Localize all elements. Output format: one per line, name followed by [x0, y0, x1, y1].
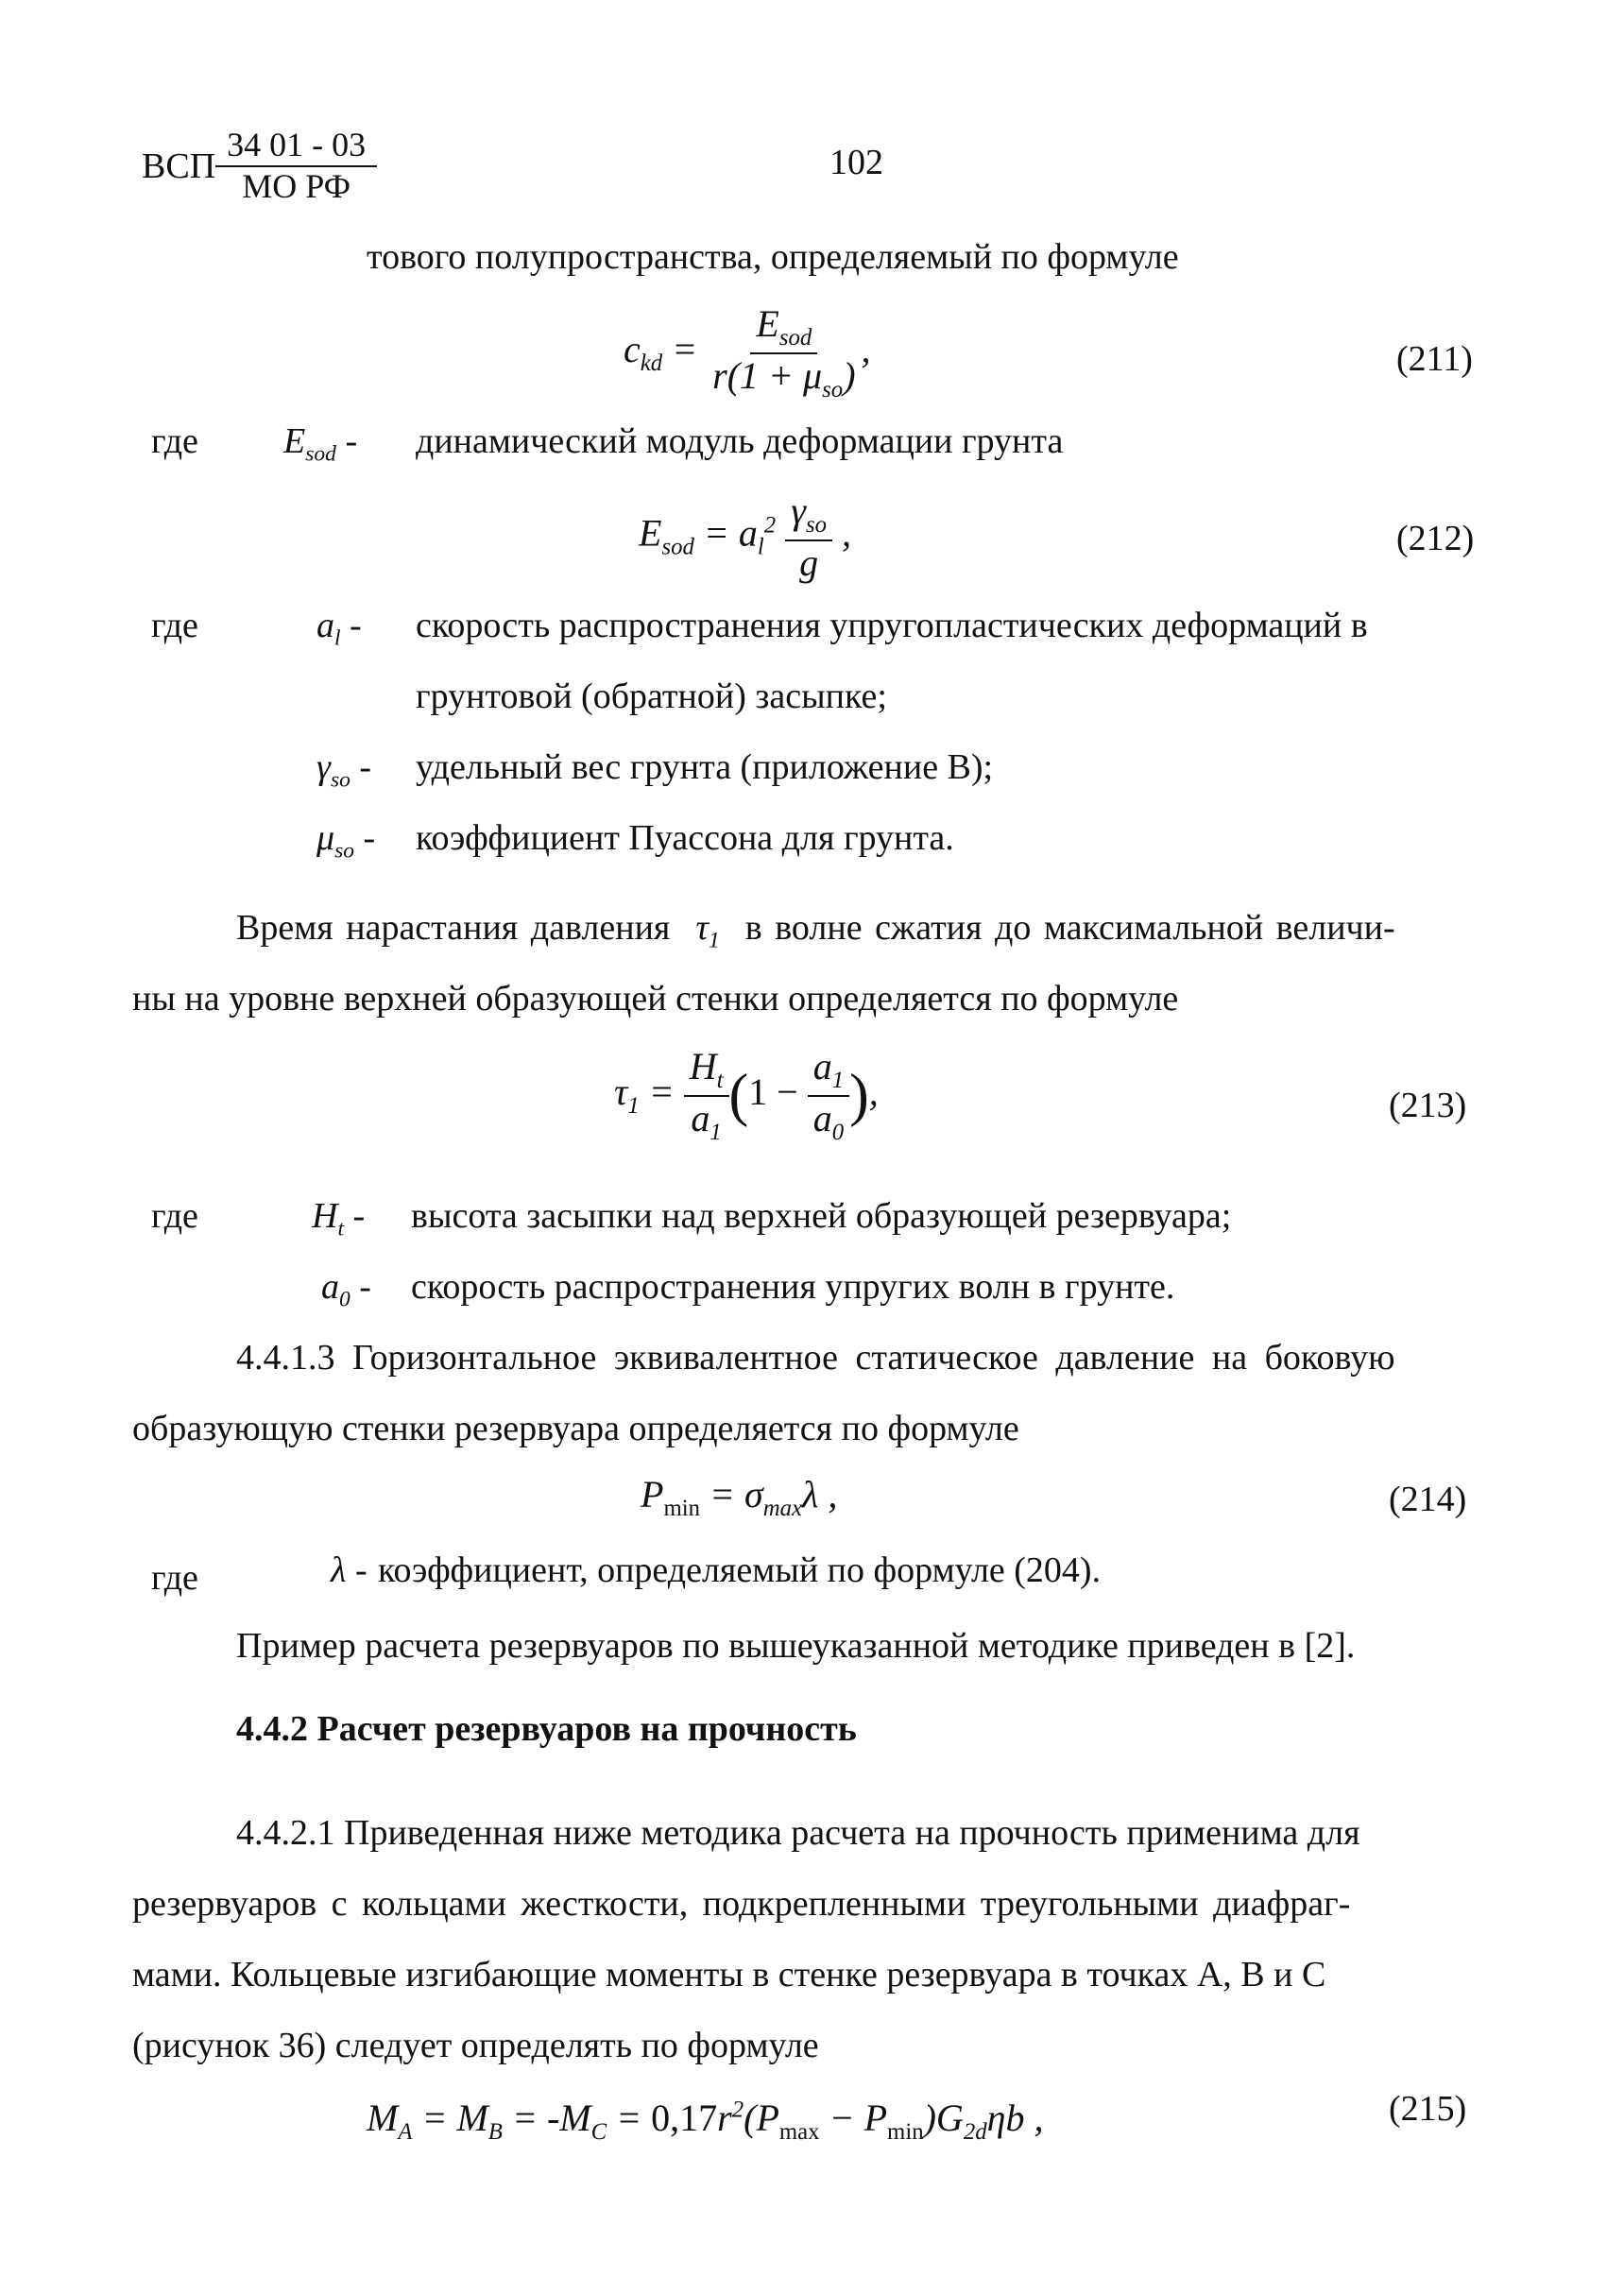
paragraph-text: Время нарастания давления	[236, 908, 671, 948]
formula-213: $\tau_1$ = $\frac{H_t}{a_1}$ (1 − $\frac{a_1}{a_0}$ ),	[614, 1045, 879, 1146]
formula-212-fraction: $\frac{\gamma_{so}}{g}$	[785, 491, 832, 583]
text-line: тового полупространства, определяемый по формуле	[367, 237, 1179, 277]
definition-text: динамический модуль деформации грунта	[416, 421, 1064, 461]
formula-211: $c_{kd}$ = $\frac{E_{sod}}{r(1 + \mu_{so})}$ ,	[624, 302, 871, 403]
section-heading: 4.4.2 Расчет резервуаров на прочность	[236, 1709, 857, 1749]
paragraph-line: (рисунок 36) следует определять по формуле	[132, 2026, 819, 2065]
formula-213-inner-fraction: $\frac{a_1}{a_0}$	[808, 1047, 849, 1145]
equation-number: (214)	[1389, 1480, 1467, 1519]
paragraph-line: резервуаров с кольцами жесткости, подкрепленными треугольными диафраг-	[132, 1884, 1351, 1924]
where-label: где	[151, 606, 198, 645]
paragraph-text: в волне сжатия до максимальной величи-	[744, 908, 1395, 948]
symbol-ht: $H_t$ -	[312, 1196, 366, 1241]
header-code-bottom: МО РФ	[242, 166, 351, 205]
formula-215: $M_A = M_B = -M_C = 0,17r^2(P_{max} - P_{min})G_{2d}\eta b$ ,	[367, 2097, 1044, 2145]
definition-text: скорость распространения упругопластических деформаций в	[416, 606, 1368, 645]
symbol-mu: $\mu_{so}$ -	[316, 818, 376, 864]
symbol-lambda: λ -	[331, 1550, 368, 1590]
header-prefix: ВСП	[142, 146, 216, 186]
definition-text: коэффициент Пуассона для грунта.	[416, 818, 954, 858]
equation-number: (211)	[1396, 339, 1473, 379]
page-number: 102	[829, 143, 883, 182]
definition-text: коэффициент, определяемый по формуле (204).	[378, 1550, 1102, 1590]
symbol-al: $a_l$ -	[316, 606, 362, 651]
header-code-top: 34 01 - 03	[215, 128, 377, 167]
paragraph-line: мами. Кольцевые изгибающие моменты в стенке резервуара в точках А, В и С	[132, 1955, 1326, 1994]
equation-number: (212)	[1396, 519, 1475, 558]
where-label: где	[151, 1558, 198, 1598]
definition-text: скорость распространения упругих волн в грунте.	[411, 1267, 1175, 1307]
header-code	[142, 128, 377, 205]
paragraph-line	[236, 907, 1395, 962]
paragraph-line: образующую стенки резервуара определяется по формуле	[132, 1409, 1019, 1448]
formula-214: $P_{min} = \sigma_{max}\lambda$ ,	[641, 1473, 838, 1521]
symbol-esod: $E_{sod}$ -	[283, 421, 358, 467]
symbol-a0: $a_0$ -	[321, 1267, 371, 1312]
paragraph-line: 4.4.1.3 Горизонтальное эквивалентное статическое давление на боковую	[236, 1338, 1395, 1378]
where-label: где	[151, 421, 198, 461]
formula-212: $E_{sod} = a_l^2$ $\frac{\gamma_{so}}{g}$ ,	[639, 489, 852, 585]
paragraph-line: 4.4.2.1 Приведенная ниже методика расчета на прочность применима для	[236, 1813, 1360, 1853]
paragraph-line: ны на уровне верхней образующей стенки определяется по формуле	[132, 979, 1179, 1019]
definition-text: высота засыпки над верхней образующей резервуара;	[411, 1196, 1232, 1236]
formula-213-fraction: $\frac{H_t}{a_1}$	[684, 1047, 729, 1145]
symbol-gamma: $\gamma_{so}$ -	[316, 747, 372, 793]
definition-text: грунтовой (обратной) засыпке;	[416, 676, 887, 716]
header-fraction	[215, 128, 377, 205]
equation-number: (213)	[1389, 1086, 1467, 1125]
where-label: где	[151, 1196, 198, 1236]
formula-211-fraction: $\frac{E_{sod}}{r(1 + \mu_{so})}$	[712, 302, 856, 403]
equation-number: (215)	[1389, 2089, 1467, 2129]
symbol-tau: $\tau_1$	[682, 908, 720, 953]
paragraph-line: Пример расчета резервуаров по вышеуказанной методике приведен в [2].	[236, 1626, 1356, 1666]
definition-text: удельный вес грунта (приложение В);	[416, 747, 994, 787]
